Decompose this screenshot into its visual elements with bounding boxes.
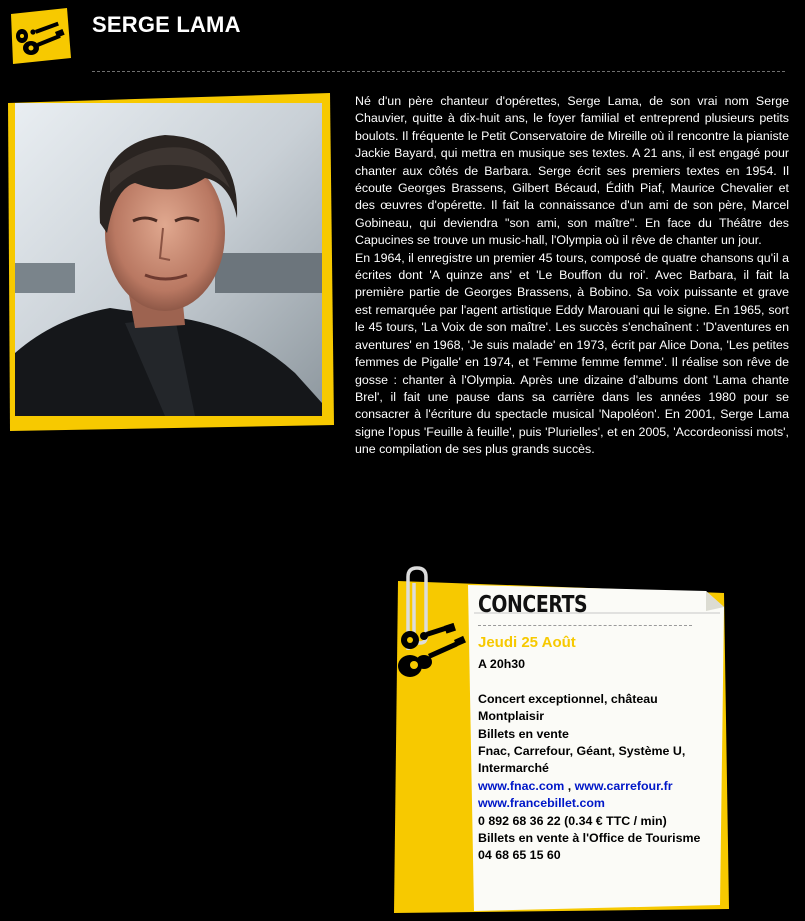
guitar-logo-icon <box>9 8 71 64</box>
link-francebillet[interactable]: www.francebillet.com <box>478 796 605 811</box>
tickets-label: Billets en vente <box>478 726 569 741</box>
link-carrefour[interactable]: www.carrefour.fr <box>574 778 673 793</box>
bio-paragraph: Né d'un père chanteur d'opérettes, Serge Lama, de son vrai nom Serge Chauvier, quitte à dix-huit ans, le foyer familial et entreprend plusieurs petits boulots. Il fréquente le Petit Conservatoire de Mireille où il rencontre la pianiste Jackie Bayard, qui mettra en musique ses textes. A 21 ans, il est engagé pour chanter aux côtés de Barbara. Serge écrit ses premiers textes en 1954. Il écoute Georges Brassens, Gilbert Bécaud, Édith Piaf, Maurice Chevalier et des œuvres d'opérette. Il fait la connaissance d'un ami de son père, Marcel Gobineau, qui deviendra "son ami, son maître". En face du Théâtre des Capucines se trouve un music-hall, l'Olympia où il rêve de chanter un jour. <box>355 94 789 248</box>
phone-info: 0 892 68 36 22 (0.34 € TTC / min) <box>478 813 667 828</box>
artist-photo <box>15 103 322 416</box>
ticket-links <box>478 778 718 795</box>
concert-event: Concert exceptionnel, château Montplaisir <box>478 691 658 724</box>
bio-paragraph: En 1964, il enregistre un premier 45 tours, composé de quatre chansons qu'il a écrites dont 'A quinze ans' et 'Le Bouffon du roi'. Avec Barbara, il fait la première partie de Georges Brassens, à Bobino. Sa voix puissante et grave est remarquée par l'agent artistique Eddy Marouani qui le signe. En 1965, sort le 45 tours, 'La Voix de son maître'. Les succès s'enchaînent : 'D'aventures en aventures' en 1968, 'Je suis malade' en 1973, écrit par Alice Dona, 'Les petites femmes de Pigalle' en 1974, et 'Femme femme femme'. Il réalise son rêve de gosse : chanter à l'Olympia. Après une dizaine d'albums dont 'Lama chante Brel', il fait une pause dans sa carrière dans les années 1980 pour se consacrer à l'écriture du spectacle musical 'Napoléon'. En 2001, Serge Lama signe l'opus 'Feuille à feuille', puis 'Plurielles', et en 2005, 'Accordeonissi mots', une compilation de ses plus grands succès. <box>355 250 789 457</box>
ticket-vendors: Fnac, Carrefour, Géant, Système U, Intermarché <box>478 744 686 776</box>
concert-time: A 20h30 <box>478 657 526 671</box>
spacer <box>478 673 718 690</box>
link-separator: , <box>564 778 575 793</box>
link-fnac[interactable]: www.fnac.com <box>478 778 565 793</box>
office-tickets: Billets en vente à l'Office de Tourisme <box>478 831 701 846</box>
biography-text <box>355 93 789 459</box>
page-title: SERGE LAMA <box>92 12 241 37</box>
office-phone: 04 68 65 15 60 <box>478 848 561 863</box>
guitar-icon <box>396 622 466 682</box>
concert-details <box>478 633 718 865</box>
concerts-divider <box>478 625 692 626</box>
concerts-heading: CONCERTS <box>478 592 588 618</box>
title-divider <box>92 71 785 72</box>
concert-date: Jeudi 25 Août <box>478 634 576 651</box>
